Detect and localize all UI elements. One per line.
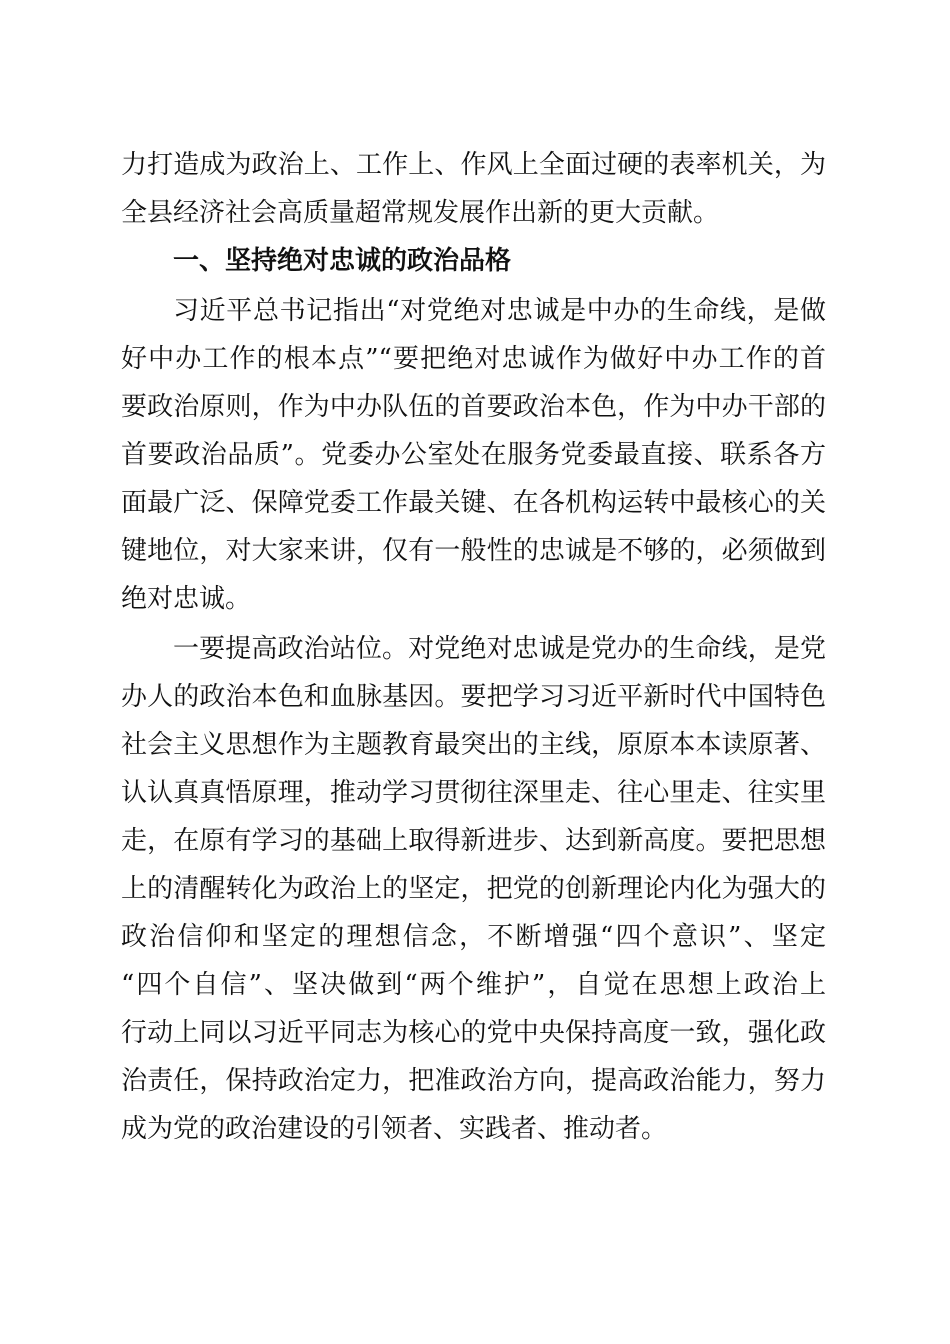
text-line: 绝对忠诚。 [121,584,252,614]
text-line: 首要政治品质”。党委办公室处在服务党委最直接、联系各方 [121,440,826,470]
text-line: “四个自信”、坚决做到“两个维护”，自觉在思想上政治上 [121,970,826,1000]
section-heading-text: 一、坚持绝对忠诚的政治品格 [173,246,512,276]
text-line: 习近平总书记指出“对党绝对忠诚是中办的生命线，是做 [173,296,826,326]
text-line: 键地位，对大家来讲，仅有一般性的忠诚是不够的，必须做到 [121,536,826,566]
text-line: 成为党的政治建设的引领者、实践者、推动者。 [121,1114,668,1144]
text-line: 一要提高政治站位。对党绝对忠诚是党办的生命线，是党 [173,634,826,664]
text-line: 好中办工作的根本点”“要把绝对忠诚作为做好中办工作的首 [121,344,826,374]
text-line: 政治信仰和坚定的理想信念，不断增强“四个意识”、坚定 [121,922,826,952]
text-line: 走，在原有学习的基础上取得新进步、达到新高度。要把思想 [121,826,826,856]
paragraph-2 [121,625,826,1153]
text-line: 行动上同以习近平同志为核心的党中央保持高度一致，强化政 [121,1018,826,1048]
text-line: 要政治原则，作为中办队伍的首要政治本色，作为中办干部的 [121,392,826,422]
text-line: 全县经济社会高质量超常规发展作出新的更大贡献。 [121,198,720,228]
text-line: 面最广泛、保障党委工作最关键、在各机构运转中最核心的关 [121,488,826,518]
text-line: 社会主义思想作为主题教育最突出的主线，原原本本读原著、 [121,730,826,760]
paragraph-1 [121,287,826,623]
text-line: 力打造成为政治上、工作上、作风上全面过硬的表率机关，为 [121,150,826,180]
intro-paragraph [121,141,826,237]
text-line: 上的清醒转化为政治上的坚定，把党的创新理论内化为强大的 [121,874,826,904]
section-heading [121,237,826,285]
text-line: 办人的政治本色和血脉基因。要把学习习近平新时代中国特色 [121,682,826,712]
text-line: 认认真真悟原理，推动学习贯彻往深里走、往心里走、往实里 [121,778,826,808]
text-line: 治责任，保持政治定力，把准政治方向，提高政治能力，努力 [121,1066,826,1096]
document-body [121,141,826,1153]
